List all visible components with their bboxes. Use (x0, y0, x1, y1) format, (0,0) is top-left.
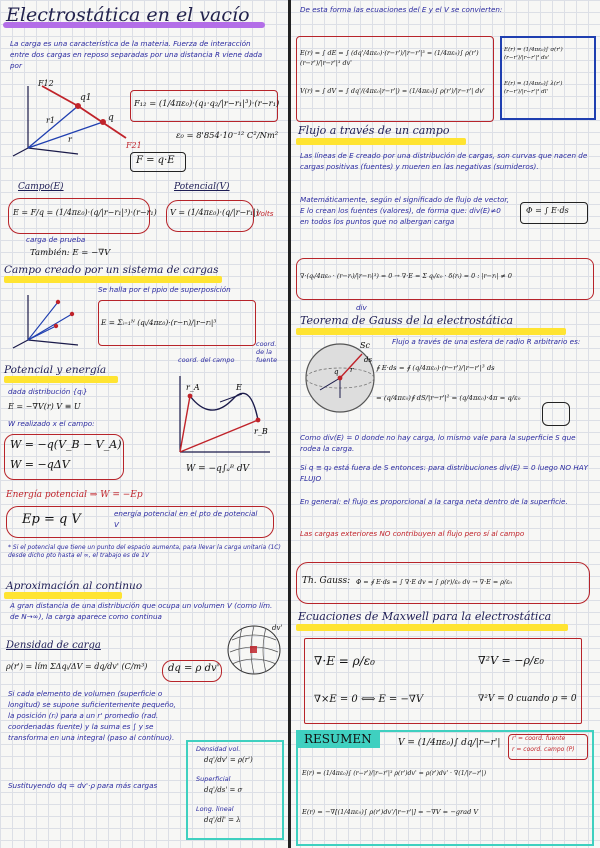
svg-text:ds: ds (364, 356, 373, 364)
force-f12-line (42, 86, 78, 106)
potencial-energia-highlight (4, 376, 118, 383)
dq-equation: dq = ρ dv' (168, 663, 220, 674)
maxwell-div-equation: ∇·E = ρ/ε₀ (314, 654, 375, 668)
densidad-heading: Densidad de carga (6, 640, 101, 651)
superposicion-note: Se halla por el ppio de superposición (98, 285, 231, 294)
aproximacion-text: A gran distancia de una distribución que ocupa un volumen V (como lím. de N→∞), la carga aparece como continua (10, 601, 273, 621)
gauss-heading: Teorema de Gauss de la electrostática (300, 314, 514, 327)
campo-heading: Campo(E) (18, 182, 64, 192)
page-title: Electrostática en el vacío (6, 4, 250, 26)
flujo-highlight (296, 138, 466, 145)
campo-sistema-equation: E = Σᵢ₌₁ᴺ (qᵢ/4πε₀)·(r−rᵢ)/|r−rᵢ|³ (101, 318, 217, 327)
aproximacion-highlight (4, 592, 122, 599)
gauss-highlight (296, 328, 566, 335)
E-lineal-equation: E(r) = (1/4πε₀)∫ λ(r')(r−r')/|r−r'|³ dl' (504, 81, 563, 95)
svg-text:r: r (350, 366, 354, 374)
th-gauss-label: Th. Gauss: (302, 576, 351, 586)
eps0-value: ε₀ = 8'854·10⁻¹² C²/Nm² (176, 130, 279, 140)
densidad-equation: ρ(r') = lím ΣΔqᵢ/ΔV = dq/dv' (C/m³) (6, 662, 148, 671)
label-F12: F12 (38, 79, 54, 88)
label-r: r (68, 135, 72, 144)
V-continuo-equation: V(r) = ∫ dV = ∫ dq'/(4πε₀|r−r'|) = (1/4πε₀)∫ ρ(r')/|r−r'| dv' (300, 87, 485, 95)
resumen-note-1: r' = coord. fuente (512, 735, 566, 742)
sustituyendo-text: Sustituyendo dq = dv'·ρ para más cargas (8, 781, 158, 790)
column-divider (288, 0, 291, 848)
gauss-equation-2: = (q/4πε₀)∮ dS/|r−r'|² = (q/4πε₀)·4π = q/ε₀ (376, 394, 521, 402)
V-note: * Si el potencial que tiene un punto del espacio aumenta, para llevar la carga unitaria (1C) desde dicho pto hasta el ∞, el trabajo es de 1V (8, 544, 281, 559)
div-equation: ∇·(qᵢ/4πε₀ · (r−rᵢ)/|r−rᵢ|³) = 0 → ∇·E = Σ qᵢ/ε₀ · δ(rᵢ) = 0 : |r−rᵢ| ≠ 0 (300, 272, 512, 280)
intro-text: La carga es una característica de la materia. Fuerza de interacción entre dos cargas en reposo separadas por una distancia R viene dada por (10, 39, 263, 70)
svg-text:q: q (334, 368, 339, 376)
right-intro: De esta forma las ecuaciones del E y el V se convierten: (300, 5, 503, 14)
campo-equation: E = F/q = (1/4πε₀)·(q/|r−r₁|³)·(r−r₁) (13, 208, 157, 217)
flujo-text-1: Las líneas de E creado por una distribución de cargas, son curvas que nacen de cargas positivas (fuentes) y mueren en las negativas (sumideros). (300, 151, 588, 171)
gauss-red-note: Las cargas exteriores NO contribuyen al flujo pero sí al campo (300, 529, 525, 538)
tabla-vol-eq: dq'/dv' = ρ(r') (204, 756, 253, 764)
label-q: q (108, 113, 114, 123)
w-realizado-note: W realizado x el campo: (8, 419, 95, 428)
coulomb-equation: F₁₂ = (1/4πε₀)·(q₁·q₂/|r−r₁|³)·(r−r₁) (134, 98, 280, 108)
potencial-energia-heading: Potencial y energía (4, 364, 107, 376)
aproximacion-heading: Aproximación al continuo (6, 580, 143, 592)
tabla-sup-label: Superficial (196, 775, 231, 783)
trabajo-diagram (150, 372, 280, 462)
energia-potencial-heading: Energía potencial ⇒ W = −Ep (6, 490, 143, 500)
tabla-vol-label: Densidad vol. (196, 745, 241, 753)
axis-x (13, 148, 28, 156)
gauss-sphere-diagram (300, 336, 380, 420)
resumen-E-equation-1: E(r) = (1/4πε₀)∫ (r−r')/|r−r'|³ ρ(r')dv' = ρ(r')dv' · ∇(1/|r−r'|) (302, 770, 487, 777)
q-eps-box (542, 402, 570, 426)
svg-text:r_B: r_B (254, 427, 268, 436)
maxwell-highlight (296, 624, 568, 631)
svg-text:Sc: Sc (360, 341, 370, 350)
maxwell-heading: Ecuaciones de Maxwell para la electrostática (298, 610, 552, 623)
flujo-text-2: Matemáticamente, según el significado de flujo de vector, E lo crean los fuentes (valores), de forma que: div(E)≠0 en todos los puntos que no albergan carga (300, 195, 509, 226)
charge-q1 (75, 103, 81, 109)
resumen-label: RESUMEN (304, 732, 372, 746)
W-equation-1: W = −q(V_B − V_A) (10, 438, 122, 451)
gauss-general: En general: el flujo es proporcional a la carga neta dentro de la superficie. (300, 497, 568, 506)
maxwell-poisson-equation: ∇²V = −ρ/ε₀ (478, 654, 544, 667)
elemento-text: Si cada elemento de volumen (superficie o longitud) se supone suficientemente pequeño, la posición (rᵢ) para a un r' promedio (rad. coordenadas fuente) y la suma es ∫ y se transforma en una integral (paso al continuo). (8, 689, 176, 742)
volumen-diagram (222, 620, 284, 680)
right-column (292, 0, 600, 848)
svg-text:E: E (236, 383, 242, 392)
coord-fuente-note: coord. de la fuente (256, 340, 278, 364)
svg-text:dv': dv' (272, 624, 283, 632)
E-continuo-equation: E(r) = ∫ dE = ∫ (dq'/4πε₀)·(r−r')/|r−r'|³ = (1/4πε₀)∫ ρ(r')(r−r')/|r−r'|³ dv' (300, 49, 479, 67)
resumen-V-equation: V = (1/4πε₀)∫ dq/|r−r'| (398, 738, 501, 748)
maxwell-laplace-equation: ∇²V = 0 cuando ρ = 0 (478, 694, 577, 704)
flujo-equation: Φ = ∫ E·ds (526, 206, 569, 215)
carga-prueba-note: carga de prueba (26, 235, 86, 244)
gauss-text-2: Como div(E) = 0 donde no hay carga, lo mismo vale para la superficie S que rodea la carga. (300, 433, 576, 453)
potencial-heading: Potencial(V) (174, 182, 230, 192)
left-column (0, 0, 288, 848)
th-gauss-equation: Φ = ∮ E·ds = ∫ ∇·E dv = ∫ ρ(r)/ε₀ dv → ∇·E = ρ/ε₀ (356, 578, 513, 586)
W-equation-2: W = −qΔV (10, 458, 70, 471)
gauss-text-3: Si q ≡ q₂ está fuera de S entonces: para distribuciones div(E) = 0 luego NO HAY FLUJO (300, 463, 589, 483)
sistema-diagram (8, 290, 98, 350)
label-F21: F21 (126, 141, 142, 150)
E-superficial-equation: E(r) = (1/4πε₀)∫ σ(r')(r−r')/|r−r'|³ ds' (504, 47, 563, 61)
W-integral: W = −q∫ₐᴮ dV (186, 464, 250, 474)
label-q1: q1 (80, 93, 92, 103)
campo-sistema-highlight (4, 276, 222, 283)
tabla-lin-eq: dq'/dl' = λ (204, 816, 241, 824)
vector-r (28, 122, 103, 148)
label-r1: r1 (46, 116, 55, 125)
tambien-equation: También: E = −∇V (30, 248, 111, 258)
flujo-heading: Flujo a través de un campo (298, 124, 450, 137)
svg-text:r_A: r_A (186, 383, 200, 392)
dada-distribucion: dada distribución {qᵢ} (8, 387, 88, 396)
potencial-equation: V = (1/4πε₀)·(q/|r−r₁|) (170, 208, 259, 217)
div-label: div (356, 303, 367, 312)
campo-sistema-heading: Campo creado por un sistema de cargas (4, 264, 219, 276)
gauss-text: Flujo a través de una esfera de radio R arbitrario es: (392, 337, 581, 346)
resumen-note-2: r = coord. campo (P) (512, 746, 575, 753)
tabla-sup-eq: dq'/ds' = σ (204, 786, 243, 794)
ep-note: energía potencial en el pto de potencial V (114, 509, 258, 529)
axis-y (28, 148, 78, 154)
maxwell-curl-equation: ∇×E = 0 ⟺ E = −∇V (314, 694, 424, 705)
resumen-E-equation-2: E(r) = −∇[(1/4πε₀)∫ ρ(r')dv'/|r−r'|] = −∇V = −grad V (302, 808, 479, 816)
ep-equation: Ep = q V (22, 512, 81, 527)
force-equation: F = q·E (136, 155, 175, 166)
maxwell-box (304, 638, 582, 724)
coord-campo-note: coord. del campo (178, 356, 235, 364)
volts-note: Volts (256, 209, 274, 218)
gauss-equation-1: ∮ E·ds = ∮ (q/4πε₀)·(r−r')/|r−r'|³ ds (376, 364, 495, 372)
tabla-lin-label: Long. lineal (196, 805, 234, 813)
E-grad-equation: E = −∇V(r) V ≡ U (8, 402, 81, 411)
charge-q (100, 119, 106, 125)
